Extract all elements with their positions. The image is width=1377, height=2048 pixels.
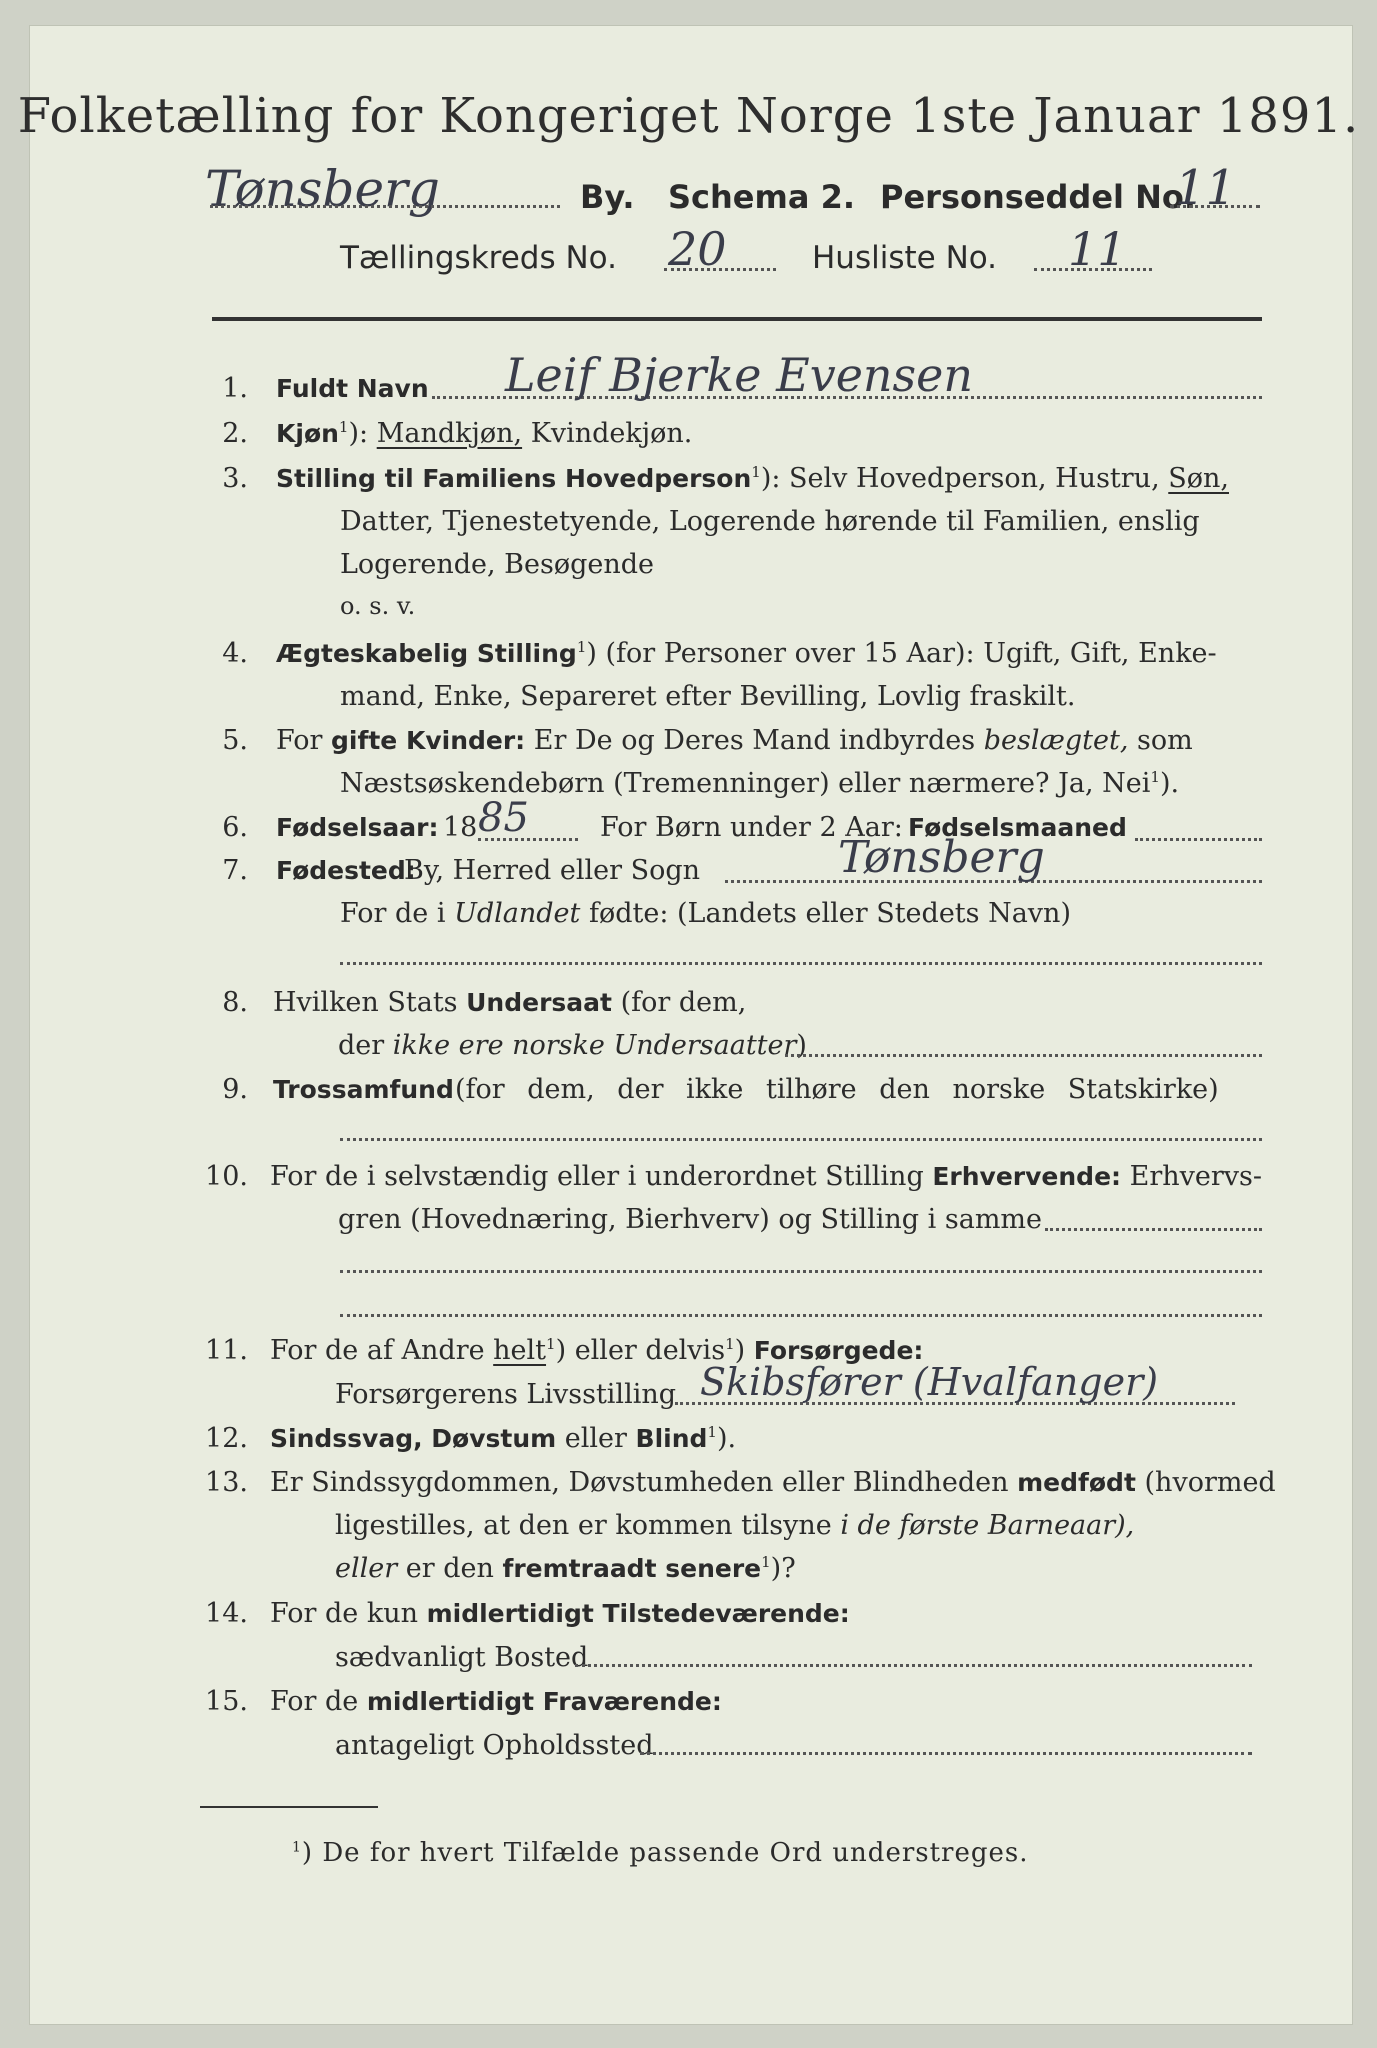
citizenship-line2-pre: der: [338, 1030, 385, 1061]
married-women-question: Næstsøskendebørn (Tremenninger) eller nærmere? Ja, Nei: [340, 768, 1151, 799]
marital-line2: mand, Enke, Separeret efter Bevilling, Lovlig fraskilt.: [340, 681, 1076, 712]
abroad-italic: Udlandet: [454, 898, 581, 929]
birthplace-label: Fødested:: [276, 856, 416, 885]
marital-label: Ægteskabelig Stilling: [276, 639, 577, 668]
disability-label2: Blind: [635, 1424, 708, 1453]
married-women-end: ).: [1159, 768, 1180, 799]
citizenship-label: Undersaat: [466, 988, 612, 1017]
field-number: 3.: [222, 463, 248, 494]
sex-colon: ):: [348, 418, 369, 449]
birthmonth-intro: For Børn under 2 Aar:: [600, 812, 903, 843]
position-line4: o. s. v.: [340, 592, 416, 620]
temp-absent-label: midlertidigt Fraværende:: [366, 1687, 722, 1716]
position-son: Søn,: [1168, 463, 1229, 494]
footnote-ref: 1: [707, 1423, 717, 1441]
field-number: 7.: [222, 855, 248, 886]
position-line3: Logerende, Besøgende: [340, 549, 654, 580]
position-row: [276, 463, 1229, 494]
marital-row: [276, 638, 1217, 669]
field-number: 15.: [205, 1686, 248, 1717]
personseddel-number: 11: [1175, 160, 1237, 216]
footnote-rule: [200, 1806, 378, 1808]
abroad-row: [340, 898, 1071, 929]
married-women-post: som: [1137, 725, 1193, 756]
married-women-label: gifte Kvinder:: [331, 726, 526, 755]
congenital-line2-italic: i de første Barneaar),: [840, 1510, 1135, 1541]
congenital-line3-pre: er den: [405, 1553, 494, 1584]
footnote-ref: 1: [761, 1553, 771, 1571]
temp-present-label: midlertidigt Tilstedeværende:: [426, 1599, 850, 1628]
provider-label: Forsørgerens Livsstilling: [335, 1379, 677, 1410]
birthmonth-dots: [1135, 838, 1262, 841]
married-women-text: Er De og Deres Mand indbyrdes: [533, 725, 976, 756]
probable-residence-label: antageligt Opholdssted: [335, 1730, 654, 1761]
supported-mid2: ): [734, 1335, 746, 1366]
city-dots: [210, 205, 560, 208]
birthyear-label: Fødselsaar:: [276, 813, 439, 842]
supported-helt: helt: [493, 1335, 547, 1366]
field-number: 13.: [205, 1467, 248, 1498]
usual-residence-dots: [575, 1664, 1252, 1667]
congenital-end: )?: [770, 1553, 796, 1584]
abroad-post: fødte: (Landets eller Stedets Navn): [588, 898, 1071, 929]
congenital-line3-italic: eller: [335, 1553, 398, 1584]
field-number: 9.: [222, 1074, 248, 1105]
field-number: 2.: [222, 418, 248, 449]
provider-value: Skibsfører (Hvalfanger): [700, 1360, 1159, 1404]
footnote-text: ) De for hvert Tilfælde passende Ord understreges.: [301, 1838, 1029, 1868]
occupation-dots-2: [340, 1270, 1262, 1273]
supported-pre: For de af Andre: [270, 1335, 485, 1366]
birthyear-prefix: 18: [443, 812, 478, 843]
supported-mid: ) eller delvis: [555, 1335, 726, 1366]
disability-label: Sindssvag, Døvstum: [270, 1424, 557, 1453]
temp-present-row: [270, 1598, 850, 1629]
footnote-mark: 1: [292, 1839, 302, 1856]
religion-label: Trossamfund: [273, 1075, 454, 1104]
sex-option-male: Mandkjøn,: [376, 418, 523, 449]
occupation-pre: For de i selvstændig eller i underordnet Stilling: [270, 1161, 924, 1192]
birthmonth-label: Fødselsmaaned: [908, 813, 1127, 842]
disability-end: ).: [716, 1423, 737, 1454]
occupation-dots-1: [1045, 1228, 1262, 1231]
sex-row: [276, 418, 692, 449]
field-number: 11.: [205, 1335, 248, 1366]
probable-residence-dots: [640, 1752, 1252, 1755]
birthyear-dots: [478, 838, 578, 841]
disability-row: [270, 1423, 736, 1454]
schema-label: Schema 2.: [668, 178, 855, 216]
footnote-ref: 1: [1150, 768, 1160, 786]
usual-residence-label: sædvanligt Bosted: [335, 1642, 589, 1673]
religion-text: (for dem, der ikke tilhøre den norske Statskirke): [455, 1074, 1219, 1105]
personseddel-label: Personseddel No.: [880, 178, 1197, 216]
supported-label: Forsørgede:: [753, 1336, 924, 1365]
married-women-pre: For: [276, 725, 323, 756]
by-label: By.: [580, 178, 635, 216]
congenital-pre: Er Sindssygdommen, Døvstumheden eller Blindheden: [270, 1467, 1009, 1498]
footnote-ref: 1: [751, 463, 761, 481]
census-form-sheet: [30, 26, 1352, 2024]
congenital-label2: fremtraadt senere: [502, 1554, 762, 1583]
position-text: ): Selv Hovedperson, Hustru,: [760, 463, 1160, 494]
footnote-ref: 1: [338, 418, 349, 436]
temp-present-pre: For de kun: [270, 1598, 418, 1629]
header-rule: [212, 317, 1262, 321]
field-number: 10.: [205, 1161, 248, 1192]
congenital-line2: [335, 1510, 1134, 1541]
married-women-italic: beslægtet,: [983, 725, 1129, 756]
occupation-label: Erhvervende:: [932, 1162, 1122, 1191]
sex-option-female: Kvindekjøn.: [530, 418, 693, 449]
congenital-row: [270, 1467, 1276, 1498]
field-number: 5.: [222, 725, 248, 756]
form-title: Folketælling for Kongeriget Norge 1ste Januar 1891.: [17, 88, 1360, 144]
citizenship-row: [273, 987, 746, 1018]
abroad-pre: For de i: [340, 898, 446, 929]
personseddel-dots: [1170, 205, 1260, 208]
citizenship-line2: [338, 1030, 807, 1061]
birthplace-intro: By, Herred eller Sogn: [404, 855, 700, 886]
religion-dots: [340, 1138, 1262, 1141]
birthyear-value: 85: [478, 795, 529, 841]
temp-absent-row: [270, 1686, 722, 1717]
field-number: 12.: [205, 1423, 248, 1454]
abroad-dots: [340, 962, 1262, 965]
occupation-dots-3: [340, 1314, 1262, 1317]
city-handwritten: Tønsberg: [205, 160, 440, 218]
citizenship-line2-post: ): [796, 1030, 807, 1061]
marital-text: ) (for Personer over 15 Aar): Ugift, Gift, Enke-: [586, 638, 1217, 669]
name-label: Fuldt Navn: [276, 374, 429, 403]
kreds-dots: [664, 268, 776, 271]
field-number: 8.: [222, 987, 248, 1018]
occupation-post: Erhvervs-: [1129, 1161, 1263, 1192]
sex-label: Kjøn: [276, 419, 339, 448]
footnote: [292, 1838, 1029, 1868]
citizenship-pre: Hvilken Stats: [273, 987, 458, 1018]
congenital-post: (hvormed: [1144, 1467, 1276, 1498]
congenital-line3: [335, 1553, 796, 1584]
citizenship-post: (for dem,: [620, 987, 747, 1018]
footnote-ref: 1: [725, 1335, 735, 1353]
position-label: Stilling til Familiens Hovedperson: [276, 464, 752, 493]
field-number: 6.: [222, 812, 248, 843]
footnote-ref: 1: [546, 1335, 556, 1353]
disability-mid: eller: [564, 1423, 627, 1454]
position-line2: Datter, Tjenestetyende, Logerende hørende til Familien, enslig: [340, 506, 1200, 537]
citizenship-line2-italic: ikke ere norske Undersaatter: [392, 1030, 797, 1061]
footnote-ref: 1: [576, 638, 587, 656]
husliste-number: 11: [1068, 222, 1127, 276]
field-number: 1.: [222, 373, 248, 404]
field-number: 14.: [205, 1598, 248, 1629]
occupation-line2: gren (Hovednæring, Bierhverv) og Stilling i samme: [338, 1204, 1043, 1235]
married-women-row: [276, 725, 1193, 756]
congenital-line2-pre: ligestilles, at den er kommen tilsyne: [335, 1510, 832, 1541]
husliste-dots: [1034, 268, 1152, 271]
congenital-label: medfødt: [1017, 1468, 1136, 1497]
birthplace-value: Tønsberg: [838, 832, 1045, 883]
married-women-line2: [340, 768, 1179, 799]
kreds-label: Tællingskreds No.: [340, 240, 617, 276]
husliste-label: Husliste No.: [812, 240, 998, 276]
occupation-row: [270, 1161, 1262, 1192]
name-value: Leif Bjerke Evensen: [505, 348, 973, 402]
kreds-number: 20: [668, 222, 727, 276]
citizenship-dots: [785, 1054, 1262, 1057]
field-number: 4.: [222, 638, 248, 669]
temp-absent-pre: For de: [270, 1686, 359, 1717]
